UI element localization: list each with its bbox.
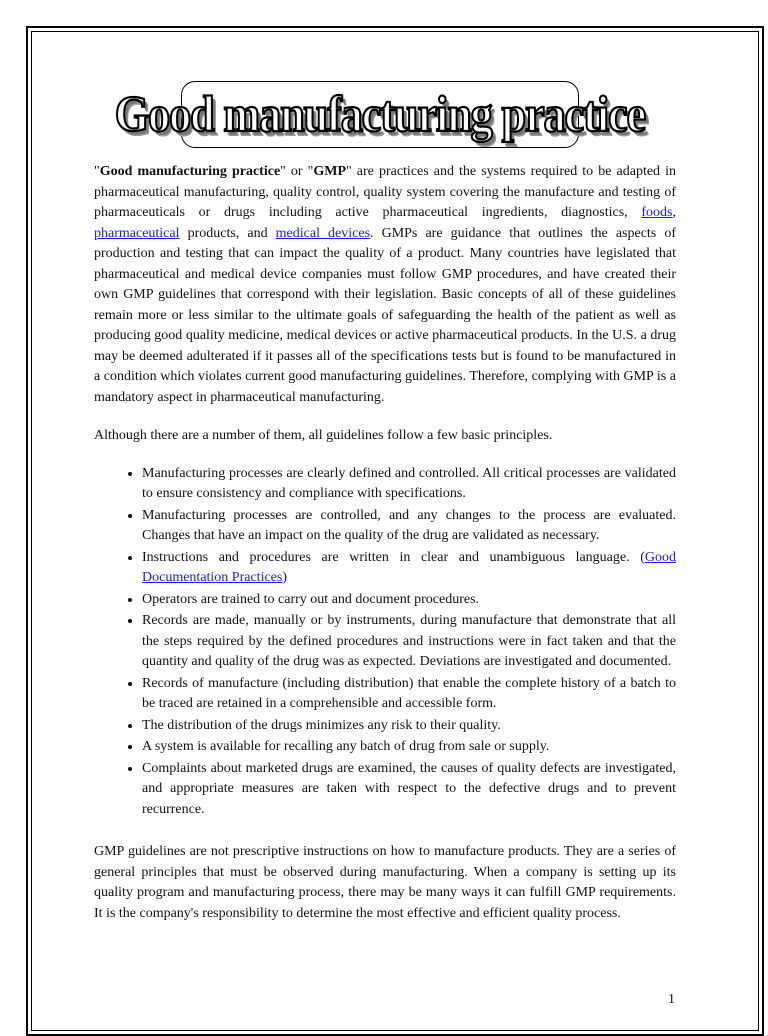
principle-item: • Operators are trained to carry out and document procedures. (142, 589, 676, 611)
page-title: Good manufacturing practice (114, 86, 646, 143)
principle-item: • Records of manufacture (including distribution) that enable the complete history of a batch to be traced are retained in a comprehensible and accessible form. (142, 673, 676, 715)
link-medical-devices[interactable]: medical devices (275, 225, 371, 241)
principle-item: • The distribution of the drugs minimizes any risk to their quality. (142, 715, 676, 737)
intro-text-3: . GMPs are guidance that outlines the aspects of production and testing that can impact the quality of a product. Many countries have legislated that pharmaceutical and medical device companies must follow GMP procedures, and have created their own GMP guidelines that correspond with their legislation. Basic concepts of all of these guidelines remain more or less similar to the ultimate goals of safeguarding the health of the patient as well as producing good quality medicine, medical devices or active pharmaceutical products. In the U.S. a drug may be deemed adulterated if it passes all of the specifications tests but is found to be manufactured in a condition which violates current good manufacturing guidelines. Therefore, complying with GMP is a mandatory aspect in pharmaceutical manufacturing. (94, 225, 676, 405)
principle-3-close: ) (282, 570, 288, 585)
intro-separator: , (672, 205, 676, 220)
intro-quote: " (94, 164, 100, 179)
link-good-documentation-practices[interactable]: Good Documentation Practices (142, 549, 676, 585)
principles-lead: Although there are a number of them, all guidelines follow a few basic principles. (94, 428, 553, 443)
intro-text-2: products, and (179, 225, 276, 241)
principle-item: • A system is available for recalling any batch of drug from sale or supply. (142, 736, 676, 758)
link-pharmaceutical[interactable]: pharmaceutical (94, 225, 180, 241)
principle-item: • Manufacturing processes are controlled, and any changes to the process are evaluated. Changes that have an impact on the quality of the drug are validated as necessary. (142, 505, 676, 547)
closing-paragraph: GMP guidelines are not prescriptive instructions on how to manufacture products. They are a series of general principles that must be observed during manufacturing. When a company is setting up its quality program and manufacturing process, there may be many ways it can fulfill GMP requirements. It is the company's responsibility to determine the most effective and efficient quality process. (94, 844, 676, 921)
intro-text-1: " are practices and the systems required to be adapted in pharmaceutical manufacturing, quality control, quality system covering the manufacture and testing of pharmaceuticals or drugs including active pharmaceutical ingredients, diagnostics, (94, 164, 676, 220)
document-body (94, 162, 676, 924)
term-good-manufacturing-practice: Good manufacturing practice (99, 164, 281, 179)
principle-item (142, 547, 676, 589)
page-number: 1 (668, 992, 675, 1007)
principle-item: • Manufacturing processes are clearly defined and controlled. All critical processes are validated to ensure consistency and compliance with specifications. (142, 463, 676, 505)
principle-item: • Complaints about marketed drugs are examined, the causes of quality defects are investigated, and appropriate measures are taken with respect to the defective drugs and to prevent recurrence. (142, 758, 676, 821)
intro-paragraph (94, 162, 676, 408)
principle-item: • Records are made, manually or by instruments, during manufacture that demonstrate that all the steps required by the defined procedures and instructions were in fact taken and that the quantity and quality of the drug was as expected. Deviations are investigated and documented. (142, 610, 676, 673)
term-gmp: GMP (313, 164, 347, 179)
principle-3-text: Instructions and procedures are written in clear and unambiguous language. ( (142, 549, 645, 565)
intro-connector-1: " or " (280, 164, 314, 179)
title-banner (114, 81, 646, 148)
principles-list (94, 463, 676, 821)
link-foods[interactable]: foods (641, 205, 673, 220)
